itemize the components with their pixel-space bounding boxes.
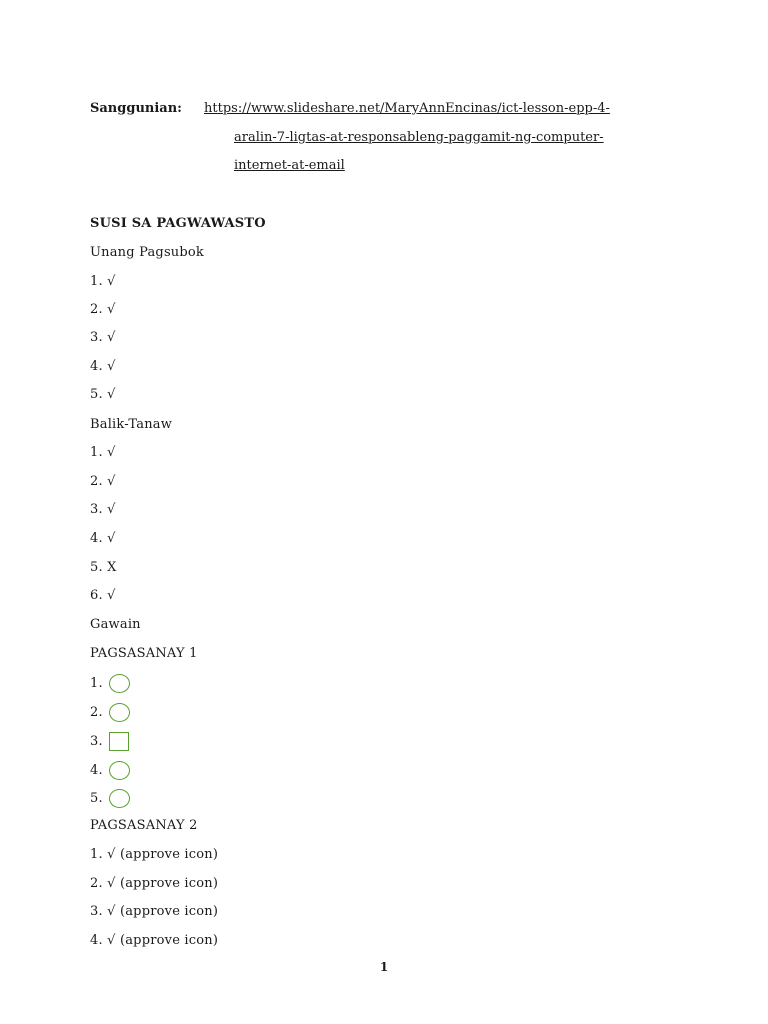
list-item: 1. √: [90, 445, 116, 460]
list-item: [90, 674, 130, 693]
list-item: 2. √: [90, 474, 116, 489]
circle-icon: [109, 789, 130, 808]
list-item: [90, 789, 130, 808]
list-item: 1. √ (approve icon): [90, 847, 219, 862]
section-heading-balik-tanaw: Balik-Tanaw: [90, 417, 173, 432]
circle-icon: [109, 761, 130, 780]
list-item: 4. √ (approve icon): [90, 933, 219, 948]
item-number: 3.: [90, 734, 103, 749]
list-item: 3. √: [90, 502, 116, 517]
item-number: 2.: [90, 705, 103, 720]
reference-link-line-2[interactable]: aralin-7-ligtas-at-responsableng-paggamit-ng-computer-: [234, 130, 604, 145]
item-number: 4.: [90, 763, 103, 778]
list-item: 5. √: [90, 387, 116, 402]
section-heading-unang-pagsubok: Unang Pagsubok: [90, 245, 205, 260]
list-item: 2. √: [90, 302, 116, 317]
list-item: [90, 703, 130, 722]
reference-link-line-3[interactable]: internet-at-email: [234, 158, 345, 173]
reference-label: Sanggunian:: [90, 101, 182, 116]
list-item: 2. √ (approve icon): [90, 876, 219, 891]
reference-link-line-1[interactable]: https://www.slideshare.net/MaryAnnEncinas/ict-lesson-epp-4-: [204, 101, 610, 116]
circle-icon: [109, 674, 130, 693]
item-number: 5.: [90, 791, 103, 806]
list-item: 1. √: [90, 274, 116, 289]
list-item: 4. √: [90, 531, 116, 546]
section-heading-pagsasanay-1: PAGSASANAY 1: [90, 646, 198, 661]
list-item: 4. √: [90, 359, 116, 374]
section-heading-gawain: Gawain: [90, 617, 141, 632]
list-item: 6. √: [90, 588, 116, 603]
page-number: 1: [379, 960, 389, 974]
list-item: 5. X: [90, 560, 117, 575]
answer-key-title: SUSI SA PAGWAWASTO: [90, 216, 266, 231]
section-heading-pagsasanay-2: PAGSASANAY 2: [90, 818, 198, 833]
list-item: [90, 761, 130, 780]
list-item: 3. √: [90, 330, 116, 345]
list-item: 3. √ (approve icon): [90, 904, 219, 919]
item-number: 1.: [90, 676, 103, 691]
square-icon: [109, 732, 129, 751]
list-item: [90, 732, 129, 751]
circle-icon: [109, 703, 130, 722]
